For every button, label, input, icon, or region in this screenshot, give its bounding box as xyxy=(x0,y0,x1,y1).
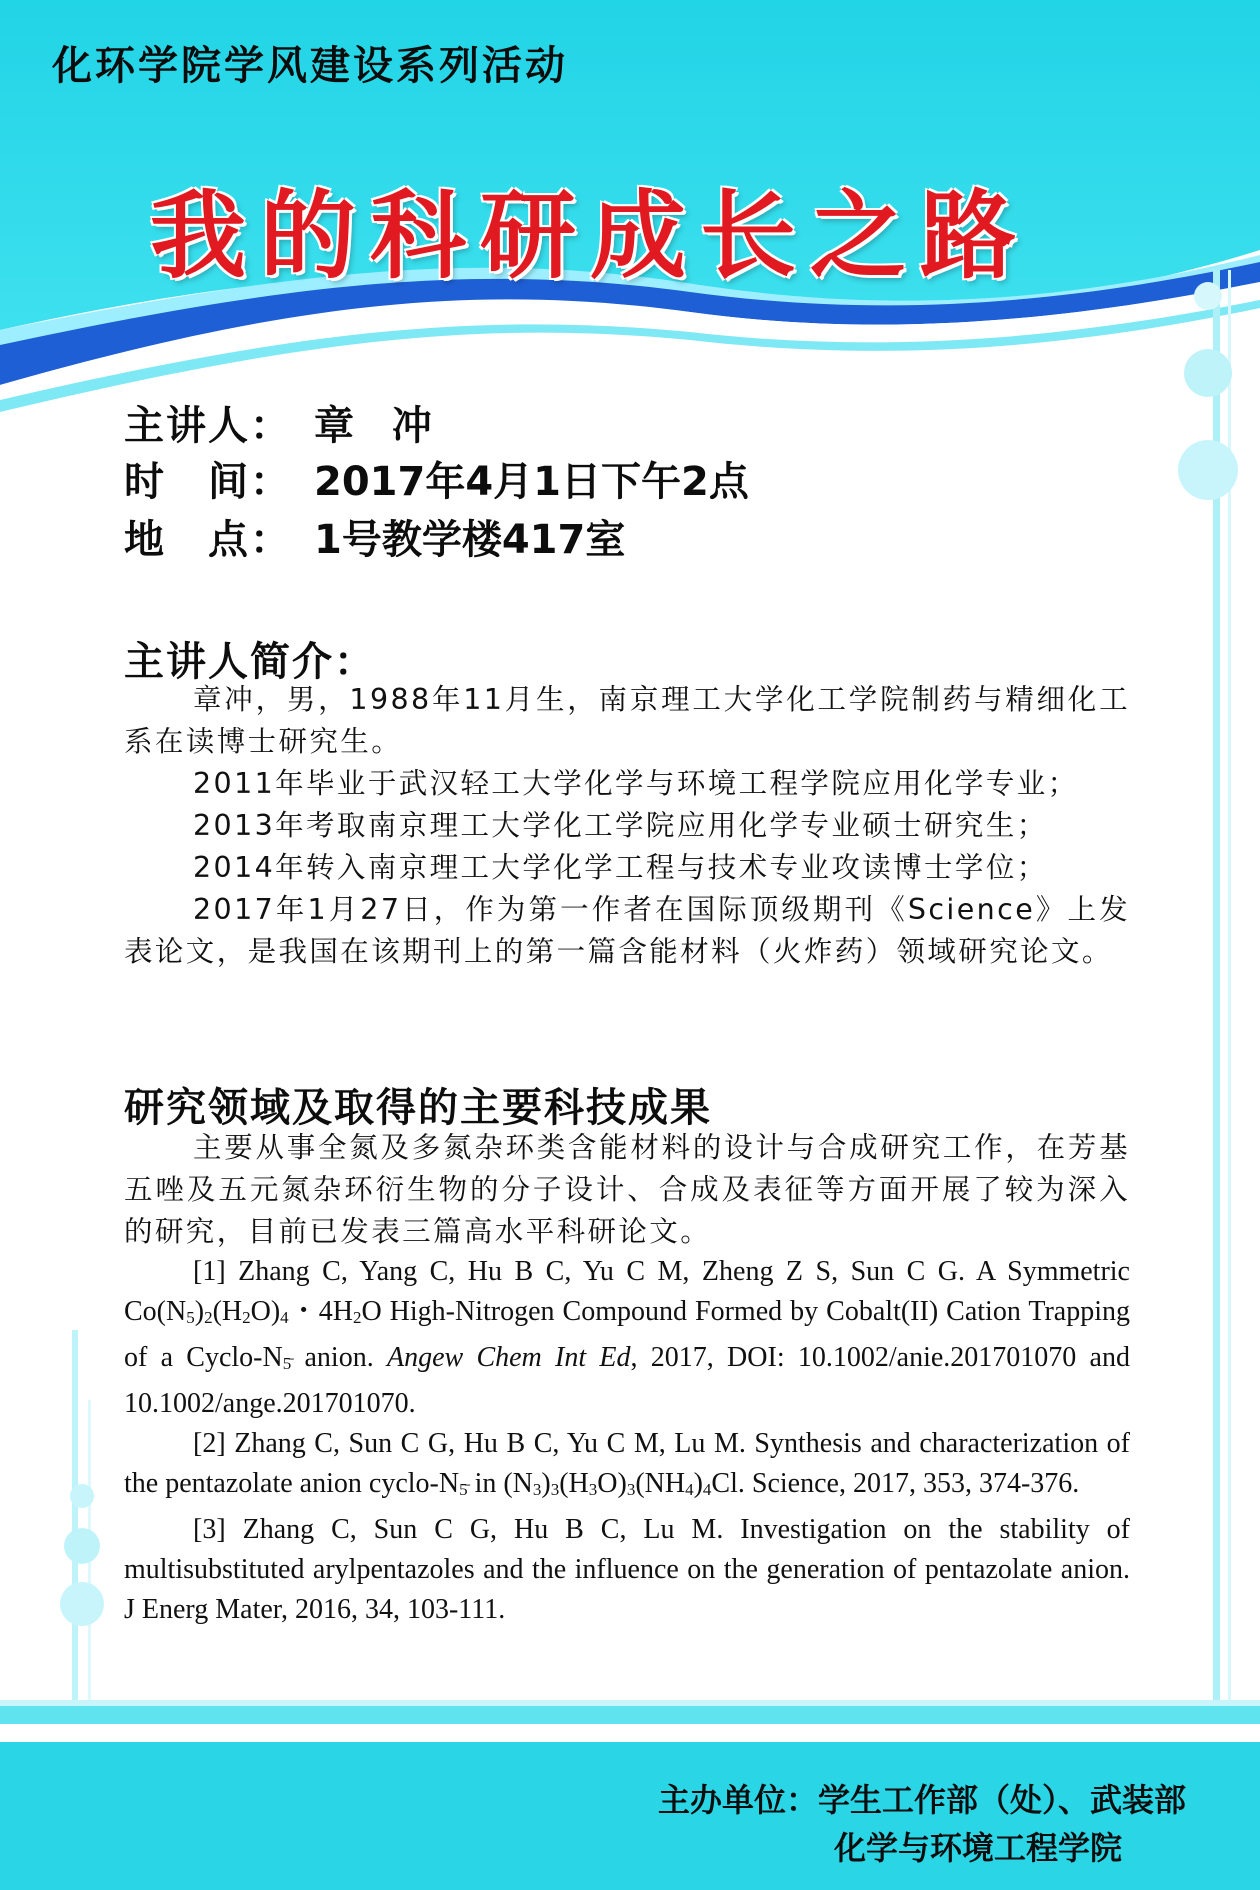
reference-3: [3] Zhang C, Sun C G, Hu B C, Lu M. Investigation on the stability of multisubstituted arylpentazoles and the influence on the generation of pentazolate anion. J Energ Mater, 2016, 34, 103-111. xyxy=(124,1514,1130,1625)
place-label: 地 点： xyxy=(124,517,292,563)
bio-text xyxy=(124,679,1130,973)
reference-2: [2] Zhang C, Sun C G, Hu B C, Yu C M, Lu M. Synthesis and characterization of the pentazolate anion cyclo-$N_{5̄}$ in $(N_3)_3(H_3O)_3(NH_4)_4Cl$. Science, 2017, 353, 374-376. xyxy=(124,1428,1130,1499)
speaker-name: 章 冲 xyxy=(314,403,444,449)
research-heading: 研究领域及取得的主要科技成果 xyxy=(124,1085,712,1131)
time-label: 时 间： xyxy=(124,459,292,505)
bio-paragraph: 2014年转入南京理工大学化学工程与技术专业攻读博士学位； xyxy=(193,851,1048,884)
reference-list xyxy=(124,1252,1130,1630)
organizer-block xyxy=(658,1776,1186,1872)
reference-1: [1] Zhang C, Yang C, Hu B C, Yu C M, Zheng Z S, Sun C G. A Symmetric $Co(N_5)_2(H_2O)_4$・$4H_2O$ High-Nitrogen Compound Formed by Cobalt(II) Cation Trapping of a Cyclo-$N_{5̄}$ anion. Angew Chem Int Ed, 2017, DOI: 10.1002/anie.201701070 and 10.1002/ange.201701070. xyxy=(124,1256,1130,1419)
research-paragraph: 主要从事全氮及多氮杂环类含能材料的设计与合成研究工作，在芳基五唑及五元氮杂环衍生物的分子设计、合成及表征等方面开展了较为深入的研究，目前已发表三篇高水平科研论文。 xyxy=(124,1131,1130,1248)
bio-paragraph: 章冲，男，1988年11月生，南京理工大学化工学院制药与精细化工系在读博士研究生。 xyxy=(124,683,1130,758)
research-summary xyxy=(124,1127,1130,1253)
place-row xyxy=(124,508,625,565)
bio-paragraph: 2013年考取南京理工大学化工学院应用化学专业硕士研究生； xyxy=(193,809,1048,842)
bio-paragraph: 2011年毕业于武汉轻工大学化学与环境工程学院应用化学专业； xyxy=(193,767,1079,800)
footer-divider xyxy=(0,1706,1260,1724)
organizer-2: 化学与环境工程学院 xyxy=(833,1829,1122,1867)
speaker-label: 主讲人： xyxy=(124,403,292,449)
organizer-label: 主办单位： xyxy=(657,1781,818,1819)
reference-1-journal: Angew Chem Int Ed xyxy=(386,1342,631,1373)
speaker-row xyxy=(124,394,444,451)
main-title: 我的科研成长之路 xyxy=(150,180,1030,292)
organizer-1: 学生工作部（处）、武装部 xyxy=(817,1781,1186,1819)
place-value: 1号教学楼417室 xyxy=(314,517,626,563)
series-title: 化环学院学风建设系列活动 xyxy=(52,43,568,89)
bio-heading: 主讲人简介： xyxy=(124,639,376,685)
time-row xyxy=(124,450,749,507)
bio-paragraph: 2017年1月27日，作为第一作者在国际顶级期刊《Science》上发表论文，是我国在该期刊上的第一篇含能材料（火炸药）领域研究论文。 xyxy=(124,893,1130,968)
time-value: 2017年4月1日下午2点 xyxy=(314,459,749,505)
